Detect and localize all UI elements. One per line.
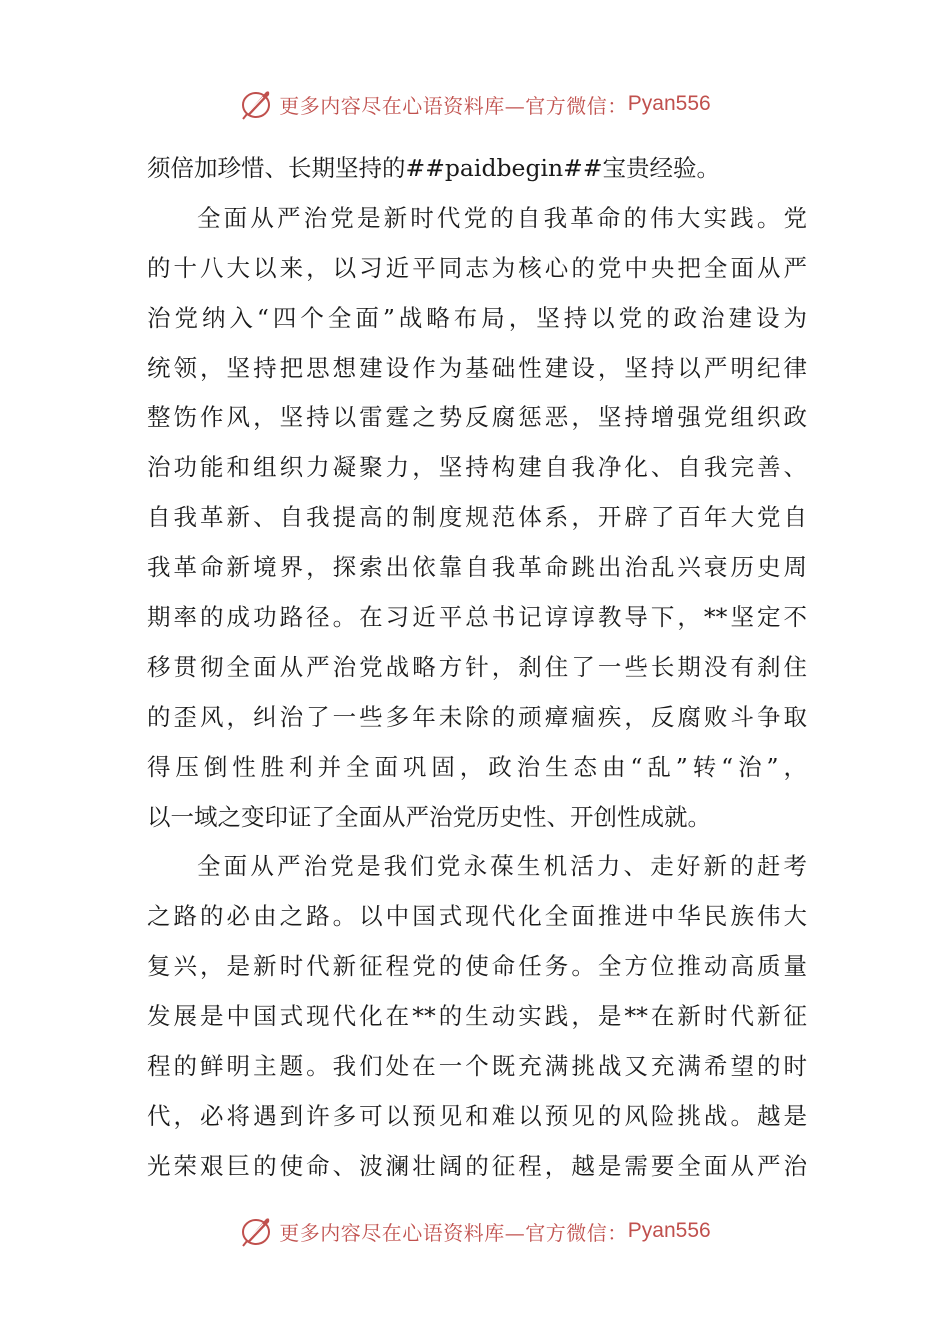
text-line: 自我革新、自我提高的制度规范体系，开辟了百年大党自 — [147, 503, 807, 532]
watermark-text: 更多内容尽在心语资料库—官方微信： — [279, 93, 628, 118]
watermark-text: 更多内容尽在心语资料库—官方微信： — [279, 1220, 628, 1245]
text-line: 发展是中国式现代化在**的生动实践，是**在新时代新征 — [147, 1002, 807, 1031]
text-line: 得压倒性胜利并全面巩固，政治生态由“乱”转“治”， — [147, 752, 807, 781]
text-line: 全面从严治党是我们党永葆生机活力、走好新的赶考 — [197, 852, 807, 881]
text-line: 期率的成功路径。在习近平总书记谆谆教导下，**坚定不 — [147, 603, 807, 632]
text-line: 我革命新境界，探索出依靠自我革命跳出治乱兴衰历史周 — [147, 553, 807, 582]
text-line: 以一域之变印证了全面从严治党历史性、开创性成就。 — [147, 802, 711, 831]
text-line: 治功能和组织力凝聚力，坚持构建自我净化、自我完善、 — [147, 453, 807, 482]
text-line: 的十八大以来，以习近平同志为核心的党中央把全面从严 — [147, 253, 807, 282]
text-line: 整饬作风，坚持以雷霆之势反腐惩恶，坚持增强党组织政 — [147, 403, 807, 432]
text-line: 程的鲜明主题。我们处在一个既充满挑战又充满希望的时 — [147, 1052, 807, 1081]
document-body — [147, 144, 807, 1192]
text-line: 全面从严治党是新时代党的自我革命的伟大实践。党 — [197, 203, 807, 232]
footer-watermark — [0, 1211, 950, 1251]
header-watermark — [0, 84, 950, 124]
feather-pen-logo-icon — [239, 1213, 275, 1249]
text-line: 光荣艰巨的使命、波澜壮阔的征程，越是需要全面从严治 — [147, 1151, 807, 1180]
watermark-wechat-id: Pyan556 — [627, 92, 711, 115]
text-line: 的歪风，纠治了一些多年未除的顽瘴痼疾，反腐败斗争取 — [147, 702, 807, 731]
text-line: 代，必将遇到许多可以预见和难以预见的风险挑战。越是 — [147, 1101, 807, 1130]
text-line: 移贯彻全面从严治党战略方针，刹住了一些长期没有刹住 — [147, 652, 807, 681]
text-line: 须倍加珍惜、长期坚持的##paidbegin##宝贵经验。 — [147, 154, 721, 182]
text-line: 之路的必由之路。以中国式现代化全面推进中华民族伟大 — [147, 902, 807, 931]
text-line: 治党纳入“四个全面”战略布局，坚持以党的政治建设为 — [147, 303, 807, 332]
feather-pen-logo-icon — [239, 86, 275, 122]
text-line: 统领，坚持把思想建设作为基础性建设，坚持以严明纪律 — [147, 353, 807, 382]
watermark-wechat-id: Pyan556 — [627, 1219, 711, 1242]
text-line: 复兴，是新时代新征程党的使命任务。全方位推动高质量 — [147, 952, 807, 981]
